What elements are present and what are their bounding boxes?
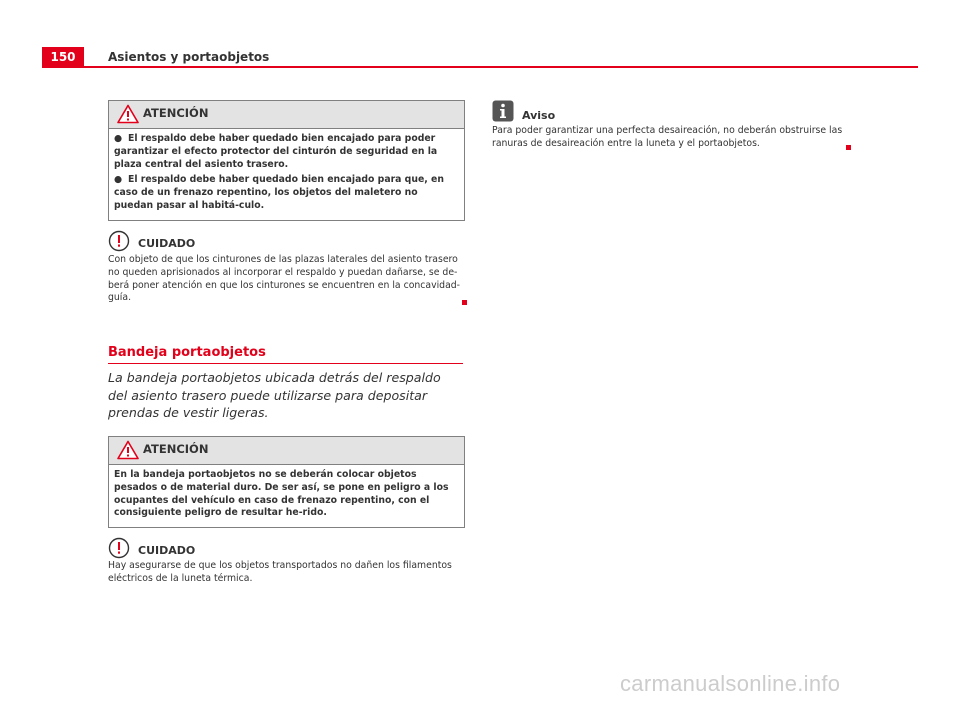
caution-text: Hay asegurarse de que los objetos transportados no dañen los filamentos eléctricos de la luneta térmica. — [108, 560, 452, 584]
exclamation-circle-icon — [108, 537, 130, 559]
note-title: Aviso — [522, 109, 556, 122]
end-mark — [846, 145, 851, 150]
warning-text: En la bandeja portaobjetos no se deberán colocar objetos pesados o de material duro. De ser así, se pone en peligro a los ocupantes del vehículo en caso de frenazo repentino, con el consiguiente peligro de resultar he-rido. — [114, 469, 449, 519]
warning-box-1 — [108, 100, 465, 221]
section-rule — [108, 363, 463, 364]
page-heading: Asientos y portaobjetos — [108, 50, 270, 64]
warning-box-2 — [108, 436, 465, 528]
warning-item: ● El respaldo debe haber quedado bien encajado para poder garantizar el efecto protector del cinturón de seguridad en la plaza central del asiento trasero. — [114, 133, 438, 170]
warning-body — [109, 465, 464, 527]
end-mark — [462, 300, 467, 305]
note-text: Para poder garantizar una perfecta desaireación, no deberán obstruirse las ranuras de desaireación entre la luneta y el portaobjetos. — [492, 125, 843, 149]
section-title: Bandeja portaobjetos — [108, 345, 266, 360]
header-rule — [42, 66, 918, 68]
warning-header — [109, 437, 464, 465]
caution-title: CUIDADO — [138, 544, 196, 557]
caution-title: CUIDADO — [138, 237, 196, 250]
bullet-icon: ● — [114, 174, 123, 186]
info-icon — [492, 100, 514, 122]
bullet-icon: ● — [114, 133, 123, 144]
warning-triangle-icon — [117, 104, 139, 124]
exclamation-circle-icon — [108, 230, 130, 252]
warning-item: ● El respaldo debe haber quedado bien encajado para que, en caso de un frenazo repentino, los objetos del maletero no puedan pasar al habitá-culo. — [114, 174, 444, 211]
warning-header — [109, 101, 464, 129]
section-intro: La bandeja portaobjetos ubicada detrás del respaldo del asiento trasero puede utilizarse para depositar prendas de vestir ligeras. — [108, 370, 441, 420]
warning-title: ATENCIÓN — [143, 106, 209, 120]
warning-triangle-icon — [117, 440, 139, 460]
page-number: 150 — [42, 47, 84, 67]
watermark: carmanualsonline.info — [620, 671, 841, 696]
warning-title: ATENCIÓN — [143, 442, 209, 456]
warning-body — [109, 129, 464, 220]
caution-text: Con objeto de que los cinturones de las plazas laterales del asiento trasero no queden aprisionados al incorporar el respaldo y puedan dañarse, se de-berá poner atención en que los cinturones se encuentren en la concavidad-guía. — [108, 254, 461, 304]
